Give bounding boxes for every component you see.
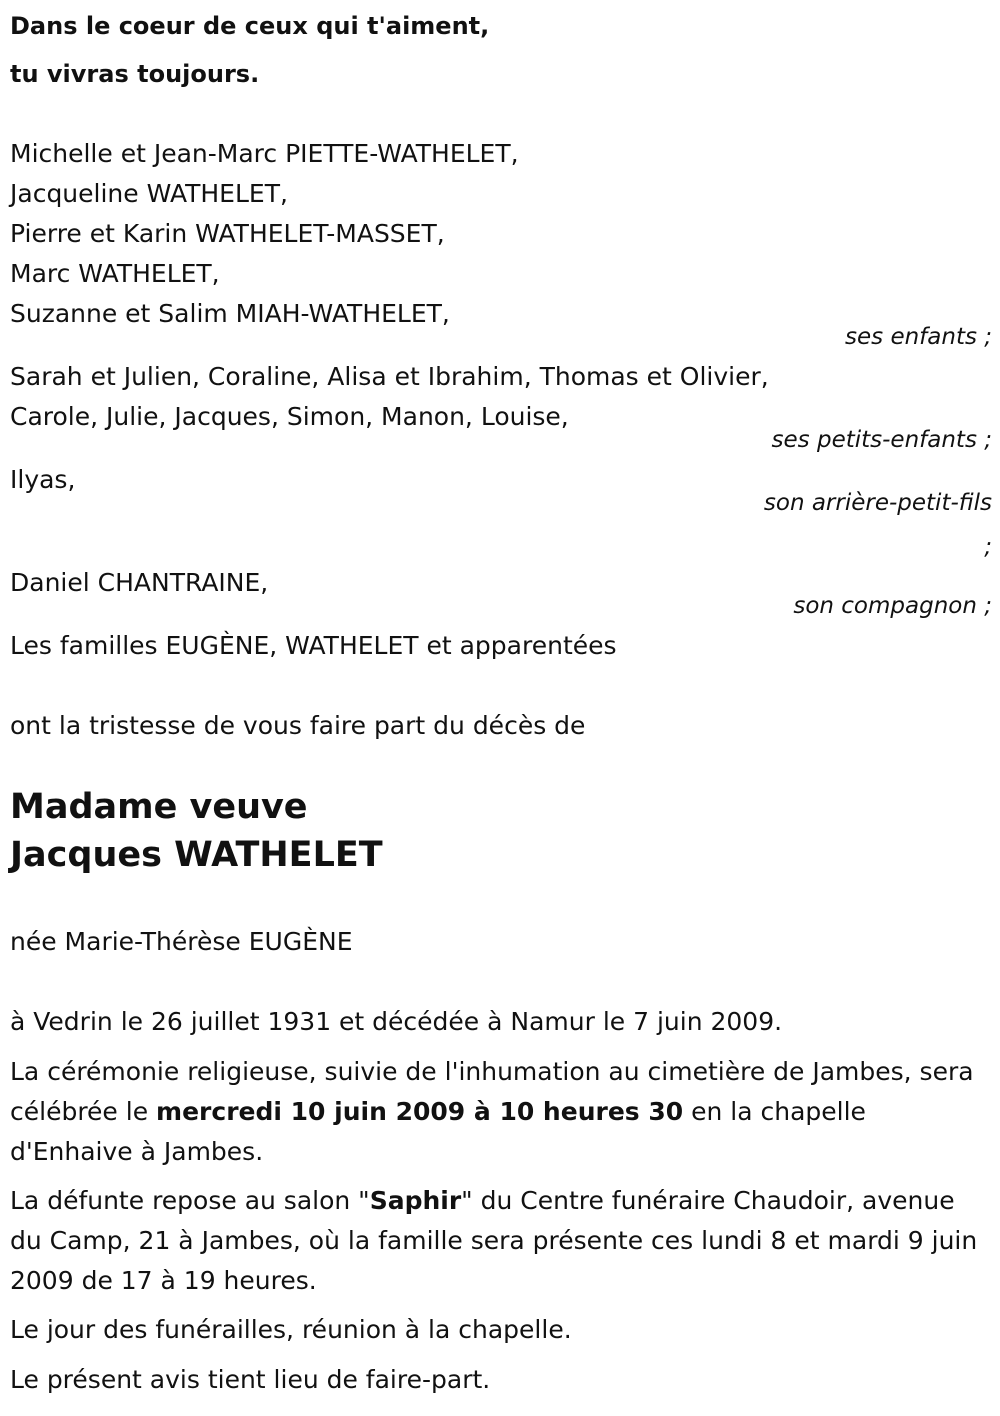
verse-line-1: Dans le coeur de ceux qui t'aiment,	[10, 12, 490, 40]
grandchildren-role: ses petits-enfants ;	[771, 427, 992, 453]
great-grandchild-role: son arrière-petit-fils	[763, 490, 992, 516]
child-name: Suzanne et Salim MIAH-WATHELET,	[10, 299, 450, 328]
deceased-name: Jacques WATHELET	[10, 835, 383, 875]
maiden-name: née Marie-Thérèse EUGÈNE	[10, 927, 353, 956]
grandchild-names: Sarah et Julien, Coraline, Alisa et Ibrahim, Thomas et Olivier,	[10, 362, 769, 391]
companion-name: Daniel CHANTRAINE,	[10, 568, 269, 597]
ceremony-datetime: mercredi 10 juin 2009 à 10 heures 30	[156, 1097, 684, 1126]
funeral-day: Le jour des funérailles, réunion à la chapelle.	[10, 1315, 572, 1344]
ceremony-text: La cérémonie religieuse, suivie de l'inhumation au cimetière de Jambes, sera célébrée le	[10, 1057, 974, 1126]
salon-name: Saphir	[369, 1186, 462, 1215]
notice-line: Le présent avis tient lieu de faire-part.	[10, 1365, 491, 1394]
child-name: Marc WATHELET,	[10, 259, 220, 288]
child-name: Michelle et Jean-Marc PIETTE-WATHELET,	[10, 139, 519, 168]
great-grandchild-name: Ilyas,	[10, 465, 76, 494]
repose-text: La défunte repose au salon "	[10, 1186, 370, 1215]
children-role: ses enfants ;	[845, 324, 992, 350]
ceremony-paragraph	[10, 1052, 985, 1172]
verse-line-2: tu vivras toujours.	[10, 60, 260, 88]
families-line: Les familles EUGÈNE, WATHELET et apparentées	[10, 631, 617, 660]
repose-paragraph	[10, 1181, 985, 1301]
child-name: Pierre et Karin WATHELET-MASSET,	[10, 219, 445, 248]
child-name: Jacqueline WATHELET,	[10, 179, 288, 208]
grandchild-names: Carole, Julie, Jacques, Simon, Manon, Louise,	[10, 402, 569, 431]
birth-death: à Vedrin le 26 juillet 1931 et décédée à Namur le 7 juin 2009.	[10, 1007, 783, 1036]
companion-role: son compagnon ;	[793, 593, 992, 619]
great-grandchild-role-end: ;	[984, 534, 992, 560]
deceased-title: Madame veuve	[10, 787, 308, 827]
repose-details: " du Centre funéraire Chaudoir, avenue du Camp, 21 à Jambes, où la famille sera présente ces lundi 8 et mardi 9 juin 2009 de 17 à 19 heures.	[10, 1186, 978, 1295]
announcement: ont la tristesse de vous faire part du décès de	[10, 711, 586, 740]
ceremony-place: en la chapelle d'Enhaive à Jambes.	[10, 1097, 866, 1166]
